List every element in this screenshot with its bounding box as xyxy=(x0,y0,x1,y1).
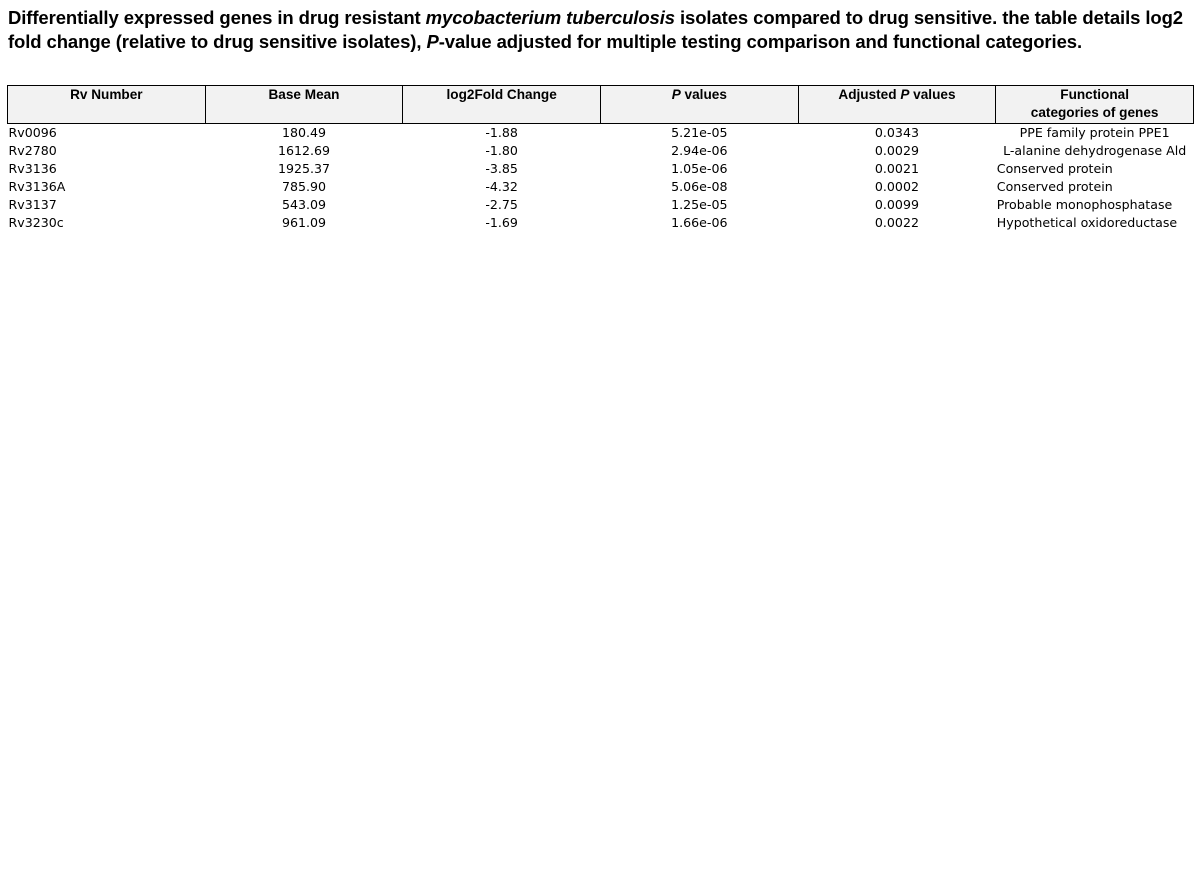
cell-adjusted-p-value: 0.0021 xyxy=(874,161,919,176)
caption-text-part1: Differentially expressed genes in drug resistant xyxy=(8,7,426,28)
cell-rv-number: Rv3136 xyxy=(8,161,57,176)
cell-p-value: 5.06e-08 xyxy=(671,179,728,194)
header-adjusted-rest: values xyxy=(909,87,956,102)
table-caption xyxy=(8,6,1188,54)
cell-base-mean: 180.49 xyxy=(281,125,327,140)
cell-log2fold-change: -2.75 xyxy=(485,197,518,212)
cell-functional-category: Probable monophosphatase xyxy=(996,197,1173,212)
table-body xyxy=(8,124,1194,233)
cell-rv-number: Rv3230c xyxy=(8,215,64,230)
cell-p-value: 1.05e-06 xyxy=(671,161,728,176)
cell-base-mean: 543.09 xyxy=(281,197,327,212)
header-row xyxy=(8,86,1194,124)
table-row xyxy=(8,124,1194,143)
cell-adjusted-p-value: 0.0029 xyxy=(874,143,919,158)
cell-p-value: 1.66e-06 xyxy=(671,215,728,230)
cell-log2fold-change: -1.80 xyxy=(485,143,518,158)
caption-species: mycobacterium tuberculosis xyxy=(425,7,675,28)
cell-log2fold-change: -4.32 xyxy=(485,179,518,194)
cell-functional-category: Conserved protein xyxy=(996,161,1113,176)
header-functional-line2: categories of genes xyxy=(1030,105,1159,120)
header-adjusted-p: P xyxy=(900,87,910,102)
header-base-mean: Base Mean xyxy=(205,86,403,124)
cell-rv-number: Rv0096 xyxy=(8,125,57,140)
cell-p-value: 5.21e-05 xyxy=(671,125,728,140)
table-row xyxy=(8,178,1194,196)
caption-p-letter: P xyxy=(426,31,439,52)
cell-functional-category: Conserved protein xyxy=(996,179,1113,194)
cell-log2fold-change: -3.85 xyxy=(485,161,518,176)
header-functional-line1: Functional xyxy=(1060,87,1129,102)
gene-expression-table xyxy=(7,85,1194,232)
cell-adjusted-p-value: 0.0099 xyxy=(874,197,919,212)
cell-base-mean: 1925.37 xyxy=(277,161,331,176)
cell-log2fold-change: -1.88 xyxy=(485,125,518,140)
caption-text-part3: -value adjusted for multiple testing comparison and functional categories. xyxy=(438,31,1082,52)
header-adjusted-p-values xyxy=(798,86,996,124)
table-row xyxy=(8,196,1194,214)
cell-rv-number: Rv2780 xyxy=(8,143,57,158)
header-p-values-rest: values xyxy=(680,87,727,102)
header-p-values-p: P xyxy=(671,87,681,102)
table-row xyxy=(8,214,1194,232)
cell-base-mean: 785.90 xyxy=(281,179,327,194)
table-row xyxy=(8,142,1194,160)
table-header xyxy=(8,86,1194,124)
header-adjusted-prefix: Adjusted xyxy=(838,87,901,102)
cell-base-mean: 961.09 xyxy=(281,215,327,230)
cell-rv-number: Rv3136A xyxy=(8,179,66,194)
cell-adjusted-p-value: 0.0343 xyxy=(874,125,919,140)
cell-p-value: 1.25e-05 xyxy=(671,197,728,212)
caption-text-part2: isolates compared to drug sensitive. the table details log2 fold change (relative to drug sensitive isolates), xyxy=(8,7,1183,52)
cell-adjusted-p-value: 0.0022 xyxy=(874,215,919,230)
cell-log2fold-change: -1.69 xyxy=(485,215,518,230)
cell-rv-number: Rv3137 xyxy=(8,197,57,212)
header-p-values xyxy=(600,86,798,124)
cell-adjusted-p-value: 0.0002 xyxy=(874,179,919,194)
cell-p-value: 2.94e-06 xyxy=(671,143,728,158)
header-log2fold-change: log2Fold Change xyxy=(403,86,601,124)
cell-base-mean: 1612.69 xyxy=(277,143,331,158)
cell-functional-category: PPE family protein PPE1 xyxy=(1019,125,1170,140)
cell-functional-category: Hypothetical oxidoreductase xyxy=(996,215,1178,230)
header-rv-number: Rv Number xyxy=(8,86,206,124)
header-functional-categories xyxy=(996,86,1194,124)
table-row xyxy=(8,160,1194,178)
cell-functional-category: L-alanine dehydrogenase Ald xyxy=(1003,143,1187,158)
